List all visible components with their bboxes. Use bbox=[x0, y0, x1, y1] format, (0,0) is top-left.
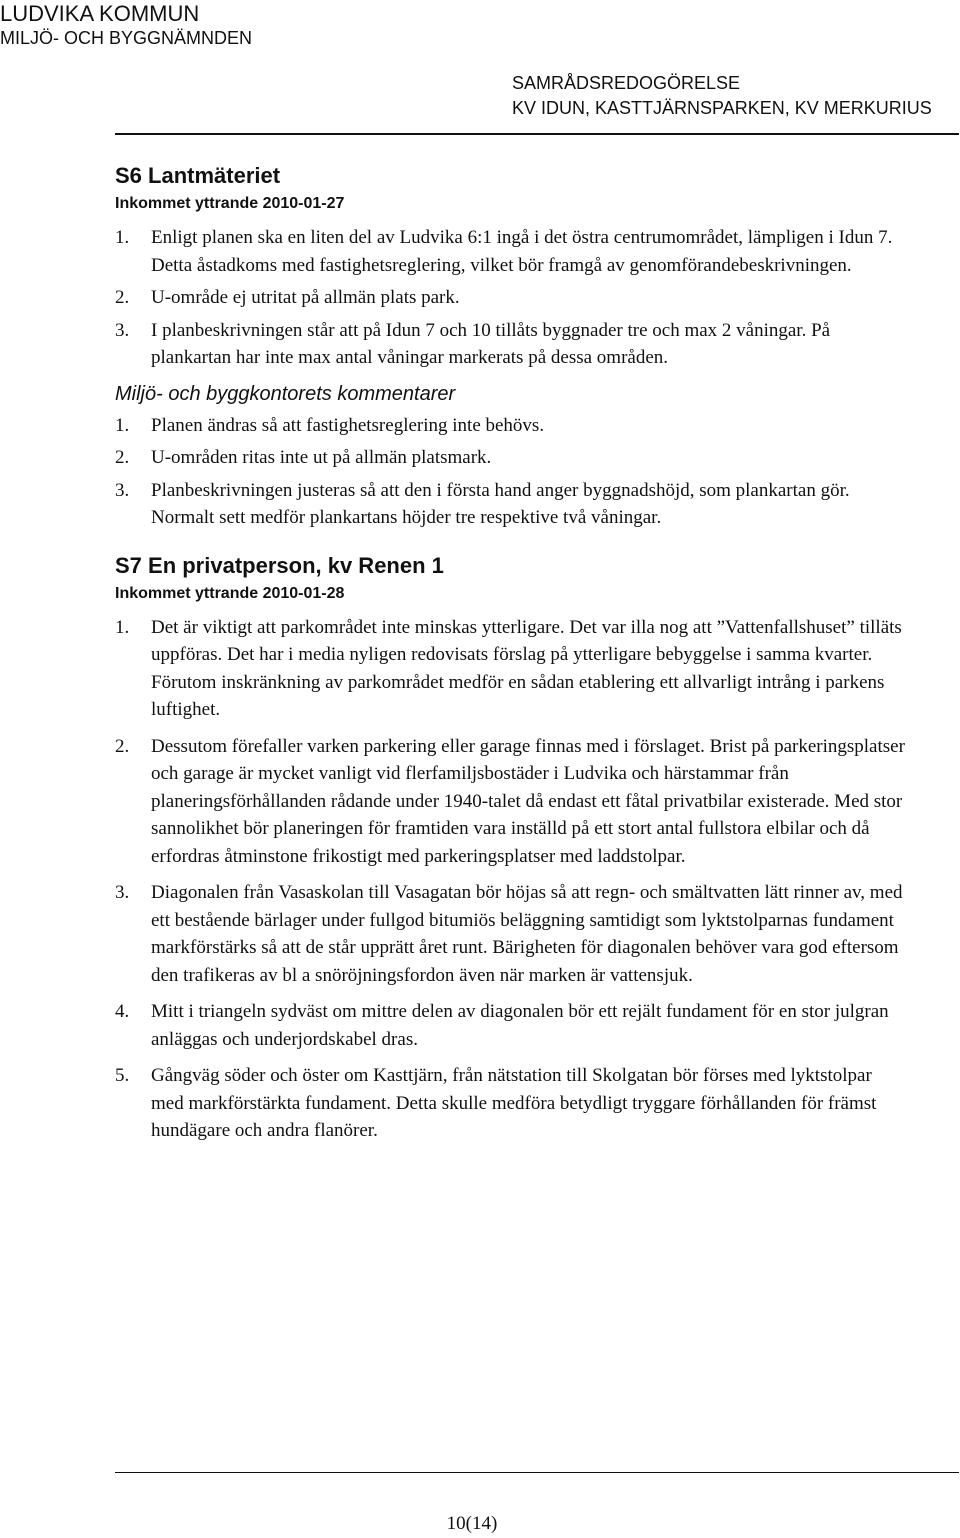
item-text: Gångväg söder och öster om Kasttjärn, från nätstation till Skolgatan bör förses med lyktstolpar med markförstärkta fundament. Detta skulle medföra betydligt tryggare förhållanden för främst hundägare och andra flanörer. bbox=[151, 1065, 877, 1141]
item-number: 4. bbox=[115, 1001, 130, 1022]
list-item bbox=[115, 733, 905, 871]
list-item bbox=[115, 284, 905, 312]
list-item bbox=[115, 1062, 905, 1145]
item-text: Det är viktigt att parkområdet inte minskas ytterligare. Det var illa nog att ”Vattenfallshuset” tilläts uppföras. Det har i media nyligen redovisats förslag på ytterligare bebyggelse i samma kvarter. Förutom inskränkning av parkområdet medför en sådan etablering ett allvarligt intrång i parkens luftighet. bbox=[151, 616, 902, 720]
header-divider bbox=[115, 133, 959, 135]
comment-list bbox=[115, 412, 905, 532]
list-item bbox=[115, 998, 905, 1053]
item-number: 3. bbox=[115, 882, 130, 903]
list-item bbox=[115, 879, 905, 989]
received-date: Inkommet yttrande 2010-01-27 bbox=[115, 195, 345, 212]
received-date: Inkommet yttrande 2010-01-28 bbox=[115, 584, 345, 602]
document-body bbox=[115, 160, 905, 1154]
statement-list bbox=[115, 614, 905, 1145]
item-number: 2. bbox=[115, 447, 130, 468]
item-text: Planbeskrivningen justeras så att den i första hand anger byggnadshöjd, som plankartan gör. Normalt sett medför plankartans höjder tre respektive två våningar. bbox=[151, 479, 850, 528]
list-item bbox=[115, 477, 905, 532]
item-number: 1. bbox=[115, 227, 130, 248]
list-item bbox=[115, 224, 905, 279]
item-number: 3. bbox=[115, 479, 130, 501]
item-text: Enligt planen ska en liten del av Ludvika 6:1 ingå i det östra centrumområdet, lämpligen i Idun 7. Detta åstadkoms med fastighetsreglering, vilket bör framgå av genomförandebeskrivningen. bbox=[151, 227, 893, 276]
section-title: S6 Lantmäteriet bbox=[115, 163, 281, 188]
page-number: 10(14) bbox=[446, 1513, 498, 1534]
item-text: U-område ej utritat på allmän plats park. bbox=[151, 287, 460, 308]
item-number: 1. bbox=[115, 616, 130, 638]
item-number: 5. bbox=[115, 1065, 130, 1086]
statement-list bbox=[115, 224, 905, 372]
section-s6 bbox=[115, 160, 905, 532]
list-item bbox=[115, 412, 905, 440]
section-title: S7 En privatperson, kv Renen 1 bbox=[115, 552, 444, 578]
item-number: 3. bbox=[115, 319, 130, 341]
section-s7 bbox=[115, 550, 905, 1145]
header-organization: LUDVIKA KOMMUN bbox=[0, 1, 200, 26]
item-number: 2. bbox=[115, 735, 130, 757]
list-item bbox=[115, 444, 905, 472]
item-text: I planbeskrivningen står att på Idun 7 och 10 tillåts byggnader tre och max 2 våningar. På plankartan har inte max antal våningar markerats på dessa områden. bbox=[151, 319, 831, 368]
item-text: Planen ändras så att fastighetsreglering inte behövs. bbox=[151, 414, 545, 436]
footer-divider bbox=[115, 1472, 959, 1473]
item-text: Mitt i triangeln sydväst om mittre delen av diagonalen bör ett rejält fundament för en stor julgran anläggas och underjordskabel dras. bbox=[151, 1001, 889, 1050]
item-text: U-områden ritas inte ut på allmän platsmark. bbox=[151, 447, 492, 468]
header-document-subject: KV IDUN, KASTTJÄRNSPARKEN, KV MERKURIUS bbox=[512, 98, 932, 118]
header-department: MILJÖ- OCH BYGGNÄMNDEN bbox=[0, 28, 253, 48]
comment-heading: Miljö- och byggkontorets kommentarer bbox=[115, 382, 456, 405]
item-text: Dessutom förefaller varken parkering eller garage finnas med i förslaget. Brist på parkeringsplatser och garage är mycket vanligt vid flerfamiljsbostäder i Ludvika och härstammar från planeringsförhållanden rådande under 1940-talet då endast ett fåtal privatbilar existerade. Med stor sannolikhet bör planeringen för framtiden vara inställd på ett stort antal fullstora elbilar och då erfordras åtminstone frikostigt med parkeringsplatser med laddstolpar. bbox=[151, 735, 905, 867]
item-number: 1. bbox=[115, 414, 130, 436]
list-item bbox=[115, 317, 905, 372]
header-document-type: SAMRÅDSREDOGÖRELSE bbox=[512, 73, 741, 93]
list-item bbox=[115, 614, 905, 724]
item-number: 2. bbox=[115, 287, 130, 308]
item-text: Diagonalen från Vasaskolan till Vasagatan bör höjas så att regn- och smältvatten lätt rinner av, med ett bestående bärlager under fullgod bitumiös beläggning samtidigt som lyktstolparnas fundament markförstärks så att de står upprätt året runt. Bärigheten för diagonalen behöver vara god eftersom den trafikeras av bl a snöröjningsfordon även när marken är vattensjuk. bbox=[151, 882, 903, 986]
